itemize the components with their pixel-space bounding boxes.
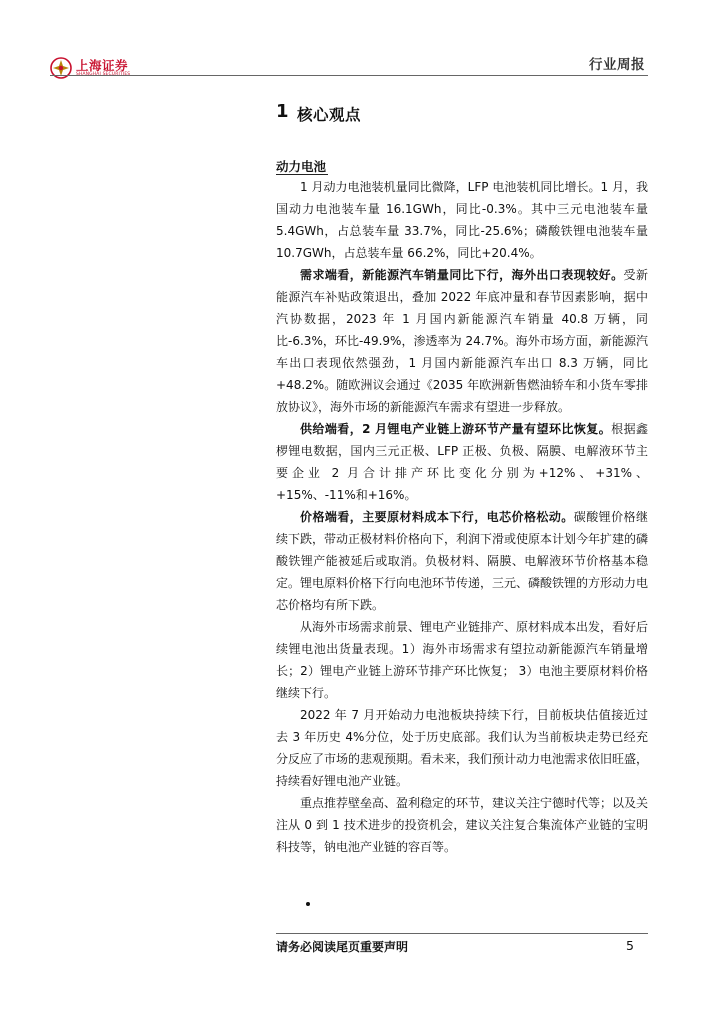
paragraph: 供给端看，2 月锂电产业链上游环节产量有望环比恢复。根据鑫椤锂电数据，国内三元正极、LFP 正极、负极、隔膜、电解液环节主要企业 2 月合计排产环比变化分别为+12%、+31%、+15%、-11%和+16%。 — [276, 422, 648, 502]
report-type: 行业周报 — [589, 57, 645, 73]
paragraph: 重点推荐壁垒高、盈利稳定的环节，建议关注宁德时代等；以及关注从 0 到 1 技术进步的投资机会，建议关注复合集流体产业链的宝明科技等，钠电池产业链的容百等。 — [276, 796, 649, 854]
paragraph-lead: 供给端看，2 月锂电产业链上游环节产量有望环比恢复。 — [300, 422, 612, 436]
paragraph: 从海外市场需求前景、锂电产业链排产、原材料成本出发，看好后续锂电池出货量表现。1）海外市场需求有望拉动新能源汽车销量增长；2）锂电产业链上游环节排产环比恢复； 3）电池主要原材料价格继续下行。 — [276, 620, 649, 700]
footer-divider — [276, 933, 648, 934]
paragraph-lead: 需求端看，新能源汽车销量同比下行，海外出口表现较好。 — [300, 268, 624, 282]
footer-disclaimer: 请务必阅读尾页重要声明 — [276, 940, 409, 954]
subheading: 动力电池 — [276, 159, 327, 174]
company-logo — [50, 55, 145, 83]
paragraph: 1 月动力电池装机量同比微降，LFP 电池装机同比增长。1 月，我国动力电池装车量 16.1GWh，同比-0.3%。其中三元电池装车量 5.4GWh，占总装车量 33.7%，同比-25.6%；磷酸铁锂电池装车量 10.7GWh，占总装车量 66.2%，同比+20.4%。 — [276, 180, 648, 260]
paragraph-lead: 价格端看，主要原材料成本下行，电芯价格松动。 — [300, 510, 574, 524]
page-number: 5 — [626, 938, 634, 953]
logo-text-en: SHANGHAI SECURITIES — [76, 72, 131, 77]
section-title: 核心观点 — [297, 106, 362, 124]
subheading-underline — [276, 174, 328, 175]
paragraph: 2022 年 7 月开始动力电池板块持续下行，目前板块估值接近过去 3 年历史 4%分位，处于历史底部。我们认为当前板块走势已经充分反应了市场的悲观预期。看未来，我们预计动力电池需求依旧旺盛，持续看好锂电池产业链。 — [276, 708, 649, 788]
bullet-dot — [306, 902, 310, 906]
section-number: 1 — [276, 101, 289, 122]
paragraph: 价格端看，主要原材料成本下行，电芯价格松动。碳酸锂价格继续下跌，带动正极材料价格向下，利润下滑或使原本计划今年扩建的磷酸铁锂产能被延后或取消。负极材料、隔膜、电解液环节价格基本稳定。锂电原料价格下行向电池环节传递，三元、磷酸铁锂的方形动力电芯价格均有所下跌。 — [276, 510, 649, 612]
header-divider — [50, 75, 648, 76]
paragraph: 需求端看，新能源汽车销量同比下行，海外出口表现较好。受新能源汽车补贴政策退出，叠加 2022 年底冲量和春节因素影响，据中汽协数据，2023 年 1 月国内新能源汽车销量 40.8 万辆，同比-6.3%，环比-49.9%，渗透率为 24.7%。海外市场方面，新能源汽车出口表现依然强劲，1 月国内新能源汽车出口 8.3 万辆，同比+48.2%。随欧洲议会通过《2035 年欧洲新售燃油轿车和小货车零排放协议》，海外市场的新能源汽车需求有望进一步释放。 — [276, 268, 648, 414]
logo-text-cn: 上海证券 — [76, 58, 129, 73]
